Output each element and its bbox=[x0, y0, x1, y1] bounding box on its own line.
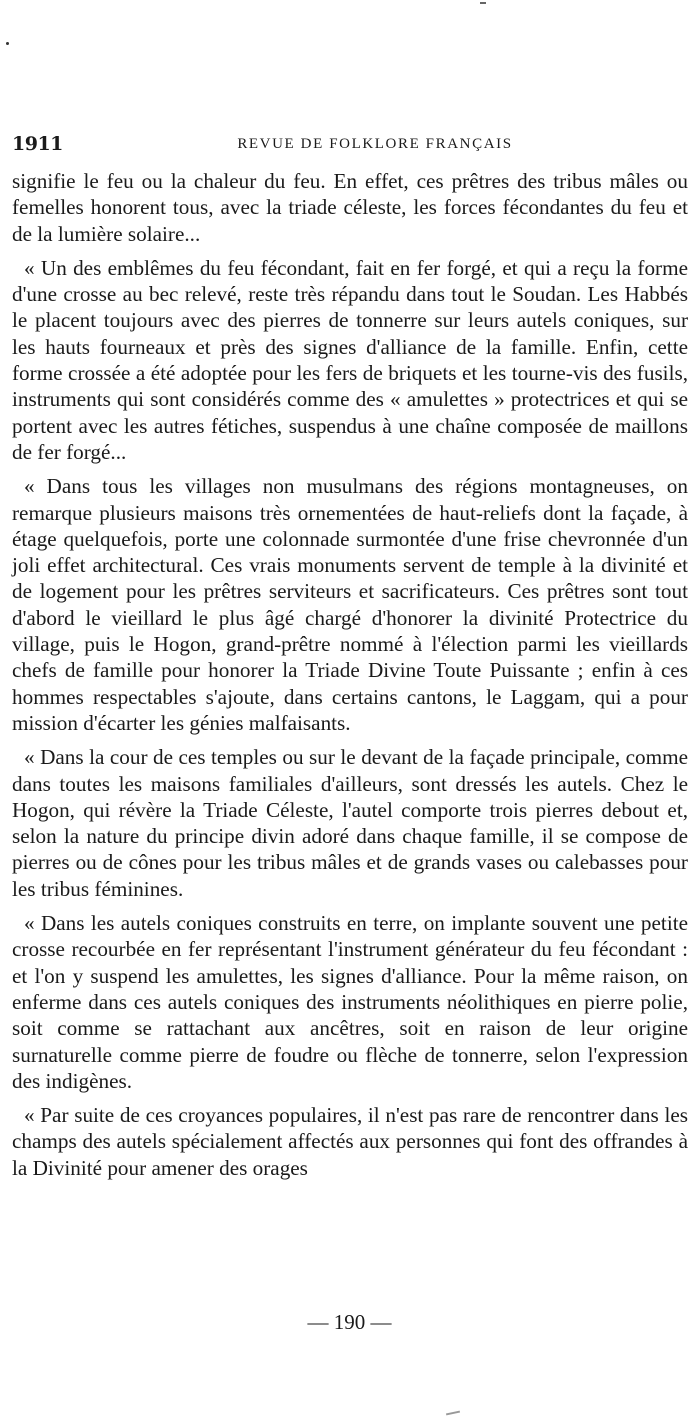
paragraph-6: « Par suite de ces croyances populaires, il n'est pas rare de rencontrer dans les champs des autels spécialement affectés aux personnes qui font des offrandes à la Divinité pour amener des orages bbox=[12, 1103, 688, 1180]
scan-smudge bbox=[446, 1411, 460, 1416]
paragraph-4: « Dans la cour de ces temples ou sur le devant de la façade principale, comme dans toutes les maisons familiales d'ailleurs, sont dressés les autels. Chez le Hogon, qui révère la Triade Céleste, l'autel comporte trois pierres debout et, selon la nature du principe divin adoré dans chaque famille, il se compose de pierres ou de cônes pour les tribus mâles et de grands vases ou calebasses pour les tribus féminines. bbox=[12, 745, 688, 901]
running-header bbox=[12, 133, 688, 157]
paragraph-5: « Dans les autels coniques construits en terre, on implante souvent une petite crosse recourbée en fer représentant l'instrument générateur du feu fécondant : et l'on y suspend les amulettes, les signes d'alliance. Pour la même raison, on enferme dans ces autels coniques des instruments néolithiques en pierre polie, soit comme se rattachant aux ancêtres, soit en raison de leur origine surnaturelle comme pierre de foudre ou flèche de tonnerre, selon l'expression des indigènes. bbox=[12, 911, 688, 1093]
paragraph-3: « Dans tous les villages non musulmans des régions montagneuses, on remarque plusieurs maisons très ornementées de haut-reliefs dont la façade, à étage quelquefois, porte une colonnade surmontée d'une frise chevronnée d'un joli effet architectural. Ces vrais monuments servent de temple à la divinité et de logement pour les prêtres serviteurs et sacrificateurs. Ces prêtres sont tout d'abord le vieillard le plus âgé chargé d'honorer la divinité Protectrice du village, puis le Hogon, grand-prêtre nommé à l'élection parmi les vieillards chefs de famille pour honorer la Triade Divine Toute Puissante ; enfin à ces hommes respectables s'ajoute, dans certains cantons, le Laggam, qui a pour mission d'écarter les génies malfaisants. bbox=[12, 474, 688, 735]
scan-tick-mark bbox=[480, 2, 486, 4]
page-number: — 190 — bbox=[307, 1310, 392, 1334]
scan-speck bbox=[6, 42, 9, 45]
body-text bbox=[12, 168, 688, 1189]
paragraph-2: « Un des emblêmes du feu fécondant, fait en fer forgé, et qui a reçu la forme d'une crosse au bec relevé, reste très répandu dans tout le Soudan. Les Habbés le placent toujours avec des pierres de tonnerre sur leurs autels coniques, sur les hauts fourneaux et près des signes d'alliance de la famille. Enfin, cette forme crossée a été adoptée pour les fers de briquets et les tourne-vis des fusils, instruments qui sont considérés comme des « amulettes » protectrices et qui se portent avec les autres fétiches, suspendus à une chaîne composée de maillons de fer forgé... bbox=[12, 255, 688, 464]
paragraph-1: signifie le feu ou la chaleur du feu. En effet, ces prêtres des tribus mâles ou femelles honorent tous, avec la triade céleste, les forces fécondantes du feu et de la lumière solaire... bbox=[12, 169, 688, 246]
header-year: 1911 bbox=[12, 133, 63, 155]
running-title: REVUE DE FOLKLORE FRANÇAIS bbox=[237, 136, 513, 152]
